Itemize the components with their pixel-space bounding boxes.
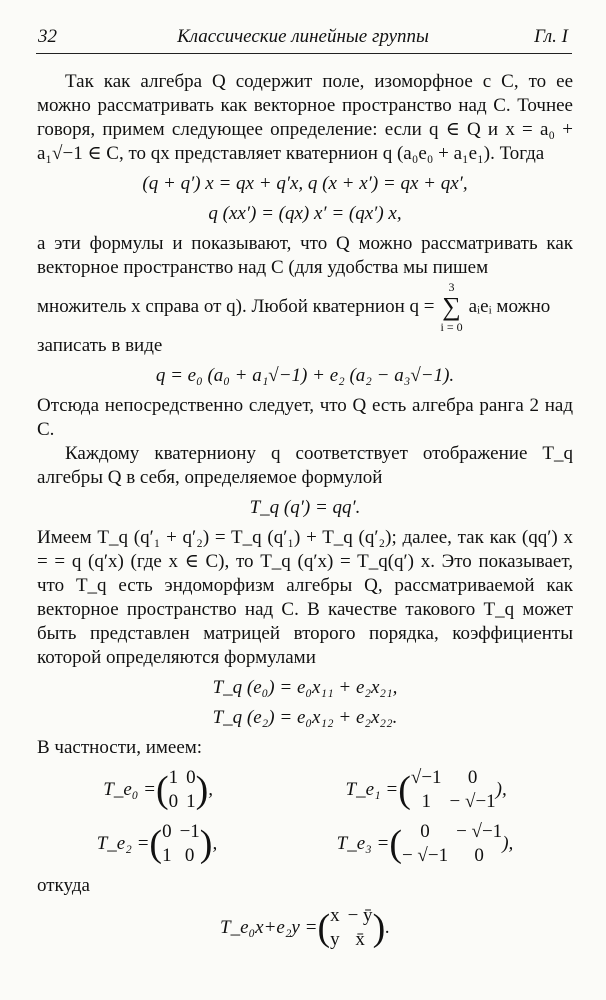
paragraph: а эти формулы и показывают, что Q можно рассматривать как векторное пространство над C (для удобства мы пишем	[37, 233, 573, 278]
matrix-cell: − √−1	[449, 791, 496, 812]
matrix-label: T_e₀x+e₂y =	[220, 917, 318, 938]
matrix-equation	[220, 904, 390, 952]
paragraph: Имеем T_q (q′₁ + q′₂) = T_q (q′₁) + T_q (q′₂); далее, так как (qq′) x = = q (q′x) (где x ∈ C), то T_q (q′x) = T_q(q′) x. Это показывает, что T_q есть эндоморфизм алгебры Q, рассматриваемой как векторное пространство над C. В качестве такового T_q может быть представлен матрицей второго порядка, коэффициенты которой определяются формулами	[37, 527, 573, 668]
matrix-cell: 0	[474, 845, 484, 866]
matrix-equation	[337, 820, 514, 868]
matrix-cell: x̄	[355, 929, 365, 950]
matrix-label: T_e₀ =	[103, 779, 156, 800]
matrix-equation	[103, 766, 213, 814]
paragraph-part: множитель x справа от q). Любой кватернион q =	[37, 296, 435, 317]
matrix-equation	[346, 766, 507, 814]
matrix-tail: ),	[495, 779, 507, 800]
paragraph: Так как алгебра Q содержит поле, изоморфное с C, то ее можно рассматривать как векторное пространство над C. Точнее говоря, примем следующее определение: если q ∈ Q и x = a₀ + a₁√−1 ∈ C, то qx представляет кватернион q (a₀e₀ + a₁e₁). Тогда	[37, 71, 573, 164]
matrix	[402, 820, 502, 868]
page-number: 32	[38, 26, 57, 47]
matrix-cell: 1	[162, 845, 172, 866]
matrix-equation	[97, 820, 217, 868]
left-paren: (	[317, 907, 331, 949]
paragraph: записать в виде	[37, 335, 163, 356]
matrix-cell: 0	[467, 767, 478, 788]
matrix-cell: 0	[420, 821, 430, 842]
header-rule	[36, 53, 572, 54]
matrix	[169, 766, 196, 814]
matrix-cell: − √−1	[456, 821, 503, 842]
matrix-cell: √−1	[410, 767, 442, 788]
equation: T_q (e₂) = e₀x₁₂ + e₂x₂₂.	[212, 707, 398, 728]
left-paren: (	[398, 769, 411, 811]
matrix-cell: 1	[421, 791, 431, 812]
matrix	[411, 766, 496, 814]
matrix-row	[37, 766, 573, 814]
matrix-cell: 1	[168, 767, 179, 788]
matrix-cell: x	[330, 905, 340, 926]
sigma-icon: ∑	[442, 292, 461, 321]
equation: T_q (q′) = qq′.	[249, 497, 361, 518]
matrix-cell: −1	[179, 821, 200, 842]
chapter-label: Гл. I	[534, 26, 568, 47]
matrix-cell: − √−1	[401, 845, 449, 866]
matrix-cell: y	[330, 929, 340, 950]
matrix	[330, 904, 372, 952]
equation: q (xx′) = (qx) x′ = (qx′) x,	[208, 203, 402, 224]
equation: (q + q′) x = qx + q′x, q (x + x′) = qx + qx′,	[142, 173, 468, 194]
matrix-cell: 0	[186, 767, 196, 788]
matrix-cell: 0	[162, 821, 172, 842]
paragraph: Отсюда непосредственно следует, что Q есть алгебра ранга 2 над C.	[37, 395, 573, 440]
paragraph: В частности, имеем:	[37, 737, 203, 758]
paragraph: откуда	[37, 875, 90, 896]
matrix-tail: .	[385, 917, 390, 938]
matrix-row	[37, 820, 573, 868]
matrix-label: T_e₂ =	[96, 833, 150, 854]
left-paren: (	[155, 769, 169, 811]
matrix-tail: ,	[208, 779, 214, 800]
left-paren: (	[389, 823, 402, 865]
paragraph: Каждому кватерниону q соответствует отображение T_q алгебры Q в себя, определяемое формулой	[37, 443, 573, 488]
matrix-label: T_e₁ =	[345, 779, 399, 800]
matrix-cell: 0	[168, 791, 179, 812]
matrix	[162, 820, 200, 868]
page-header	[38, 26, 568, 50]
sum-upper: 3	[448, 280, 455, 294]
equation: T_q (e₀) = e₀x₁₁ + e₂x₂₁,	[212, 677, 398, 698]
paragraph-part: aᵢeᵢ можно	[468, 296, 551, 317]
matrix-tail: ),	[502, 833, 514, 854]
matrix-row	[37, 904, 573, 952]
matrix-tail: ,	[212, 833, 218, 854]
sum-line	[37, 280, 573, 334]
matrix-label: T_e₃ =	[336, 833, 390, 854]
equation: q = e₀ (a₀ + a₁√−1) + e₂ (a₂ − a₃√−1).	[155, 365, 455, 386]
matrix-cell: 1	[186, 791, 196, 812]
summation	[440, 280, 462, 334]
right-paren: )	[195, 769, 209, 811]
left-paren: (	[149, 823, 163, 865]
right-paren: )	[372, 907, 386, 949]
matrix-cell: 0	[184, 845, 195, 866]
sum-lower: i = 0	[440, 320, 463, 334]
page-body	[37, 70, 573, 958]
right-paren: )	[199, 823, 213, 865]
running-title: Классические линейные группы	[177, 26, 429, 47]
matrix-cell: − ȳ	[347, 905, 373, 926]
